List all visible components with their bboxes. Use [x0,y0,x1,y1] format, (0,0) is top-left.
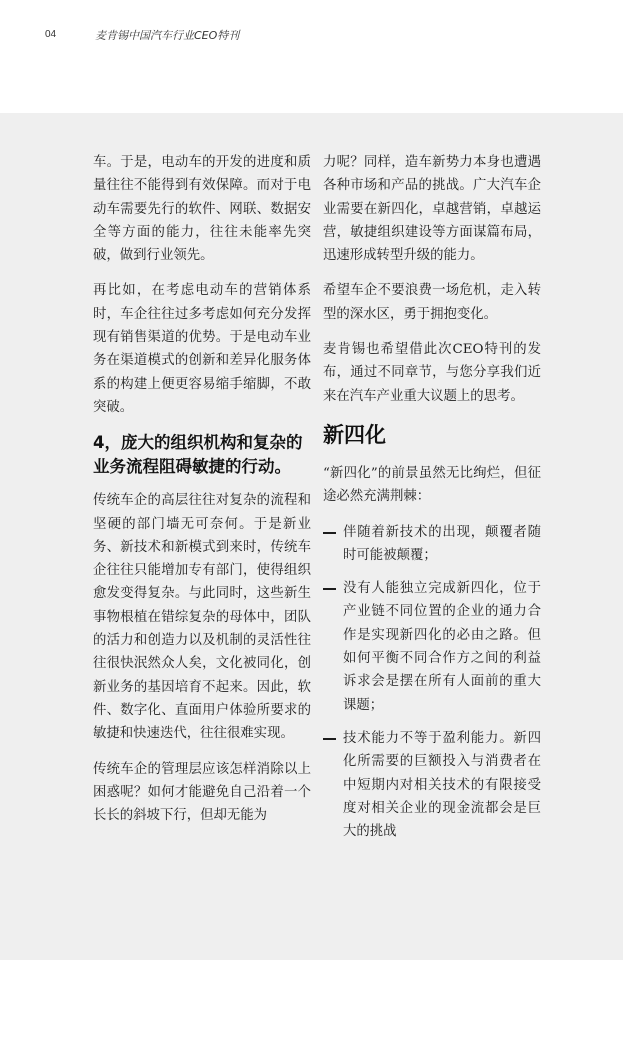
list-item-text: 伴随着新技术的出现，颠覆者随时可能被颠覆； [343,524,541,563]
paragraph: 再比如，在考虑电动车的营销体系时，车企往往过多考虑如何充分发挥现有销售渠道的优势。于是电动车业务在渠道模式的创新和差异化服务体系的构建上便更容易缩手缩脚，不敢突破。 [93,283,311,415]
paragraph: 传统车企的高层往往对复杂的流程和坚硬的部门墙无可奈何。于是新业务、新技术和新模式到来时，传统车企往往只能增加专有部门，使得组织愈发变得复杂。与此同时，这些新生事物根植在错综复杂的母体中，团队的活力和创造力以及机制的灵活性往往很快泯然众人矣，文化被同化，创新业务的基因培育不起来。因此，软件、数字化、直面用户体验所要求的敏捷和快速迭代，往往很难实现。 [93,493,311,742]
publication-title: 麦肯锡中国汽车行业CEO特刊 [95,29,240,42]
page-header [0,0,623,113]
paragraph: 传统车企的管理层应该怎样消除以上困惑呢？如何才能避免自己沿着一个长长的斜坡下行，但却无能为 [93,761,311,824]
dash-bullet-icon [323,588,336,590]
content-panel [0,113,623,960]
list-item [323,727,541,843]
list-item [323,577,541,717]
paragraph: 希望车企不要浪费一场危机，走入转型的深水区，勇于拥抱变化。 [323,283,541,322]
paragraph: “新四化”的前景虽然无比绚烂，但征途必然充满荆棘： [323,465,541,505]
dash-bullet-icon [323,738,336,740]
list-item-text: 没有人能独立完成新四化，位于产业链不同位置的企业的通力合作是实现新四化的必由之路。但如何平衡不同合作方之间的利益诉求会是摆在所有人面前的重大课题； [343,581,541,713]
bullet-list [323,521,541,844]
right-column [323,151,541,853]
subsection-heading: 4，庞大的组织机构和复杂的业务流程阻碍敏捷的行动。 [93,433,303,477]
paragraph: 麦肯锡也希望借此次CEO特刊的发布，通过不同章节，与您分享我们近来在汽车产业重大议题上的思考。 [323,342,541,404]
left-column [93,151,311,839]
paragraph: 车。于是，电动车的开发的进度和质量往往不能得到有效保障。而对于电动车需要先行的软件、网联、数据安全等方面的能力，往往未能率先突破，做到行业领先。 [93,155,311,264]
paragraph: 力呢？同样，造车新势力本身也遭遇各种市场和产品的挑战。广大汽车企业需要在新四化，卓越营销，卓越运营，敏捷组织建设等方面谋篇布局，迅速形成转型升级的能力。 [323,155,541,264]
section-title: 新四化 [323,422,386,447]
list-item-text: 技术能力不等于盈利能力。新四化所需要的巨额投入与消费者在中短期内对相关技术的有限接受度对相关企业的现金流都会是巨大的挑战 [343,730,541,840]
page-number: 04 [45,29,57,40]
list-item [323,521,541,568]
dash-bullet-icon [323,532,336,534]
